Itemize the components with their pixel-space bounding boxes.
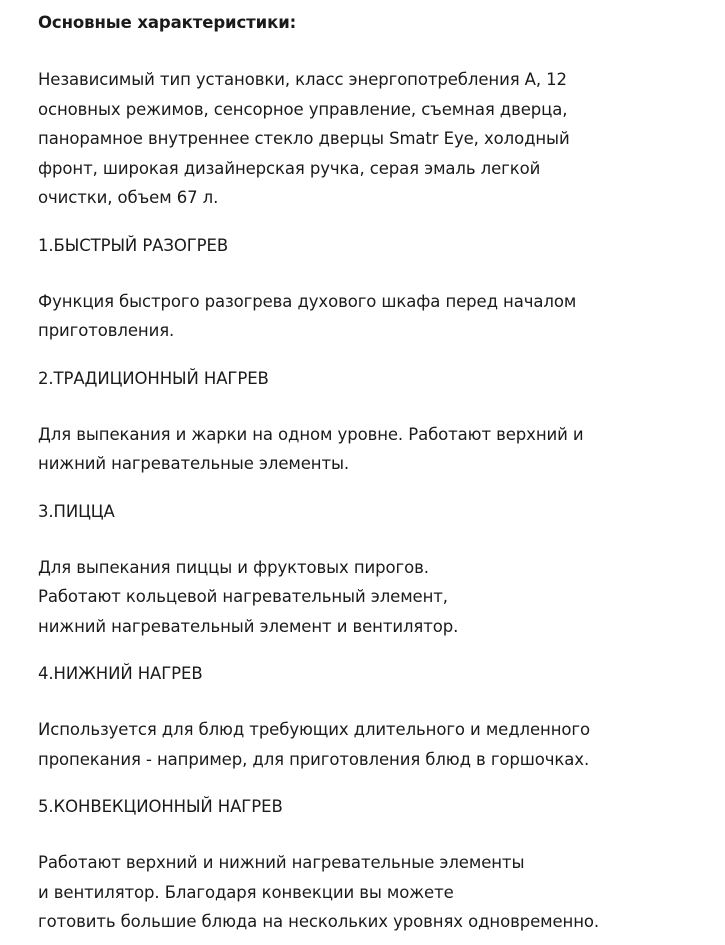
document-title: Основные характеристики: [38, 13, 297, 32]
section-line: и вентилятор. Благодаря конвекции вы можете [38, 882, 454, 902]
section-paragraph [38, 553, 680, 642]
section-heading: 1.БЫСТРЫЙ РАЗОГРЕВ [38, 235, 229, 255]
intro-paragraph [38, 65, 680, 213]
intro-line: фронт, широкая дизайнерская ручка, серая эмаль легкой [38, 158, 541, 178]
section-heading: 2.ТРАДИЦИОННЫЙ НАГРЕВ [38, 368, 269, 388]
section-paragraph [38, 287, 680, 346]
intro-line: панорамное внутреннее стекло дверцы Smatr Eye, холодный [38, 129, 570, 148]
intro-line: основных режимов, сенсорное управление, съемная дверца, [38, 99, 568, 119]
section-paragraph [38, 715, 680, 774]
intro-line: Независимый тип установки, класс энергопотребления А, 12 [38, 70, 567, 89]
section-convection-heat [38, 796, 680, 937]
section-heading: 5.КОНВЕКЦИОННЫЙ НАГРЕВ [38, 797, 283, 816]
section-line: приготовления. [38, 321, 175, 340]
section-line: нижний нагревательные элементы. [38, 454, 350, 473]
section-bottom-heat [38, 663, 680, 774]
section-line: Для выпекания и жарки на одном уровне. Работают верхний и [38, 424, 584, 444]
section-quick-heat [38, 235, 680, 346]
section-line: готовить большие блюда на нескольких уровнях одновременно. [38, 912, 600, 931]
section-line: пропекания - например, для приготовления блюд в горшочках. [38, 749, 590, 769]
section-heading: 3.ПИЦЦА [38, 501, 115, 521]
section-paragraph [38, 420, 680, 479]
intro-line: очистки, объем 67 л. [38, 188, 219, 207]
section-line: Работают кольцевой нагревательный элемент, [38, 587, 448, 606]
section-heading: 4.НИЖНИЙ НАГРЕВ [38, 664, 203, 683]
section-line: Используется для блюд требующих длительного и медленного [38, 720, 590, 739]
section-paragraph [38, 848, 680, 937]
section-line: Для выпекания пиццы и фруктовых пирогов. [38, 557, 429, 577]
section-line: Работают верхний и нижний нагревательные элементы [38, 853, 525, 872]
section-line: нижний нагревательный элемент и вентилятор. [38, 616, 459, 636]
section-pizza [38, 501, 680, 642]
section-traditional-heat [38, 368, 680, 479]
section-line: Функция быстрого разогрева духового шкафа перед началом [38, 291, 577, 311]
